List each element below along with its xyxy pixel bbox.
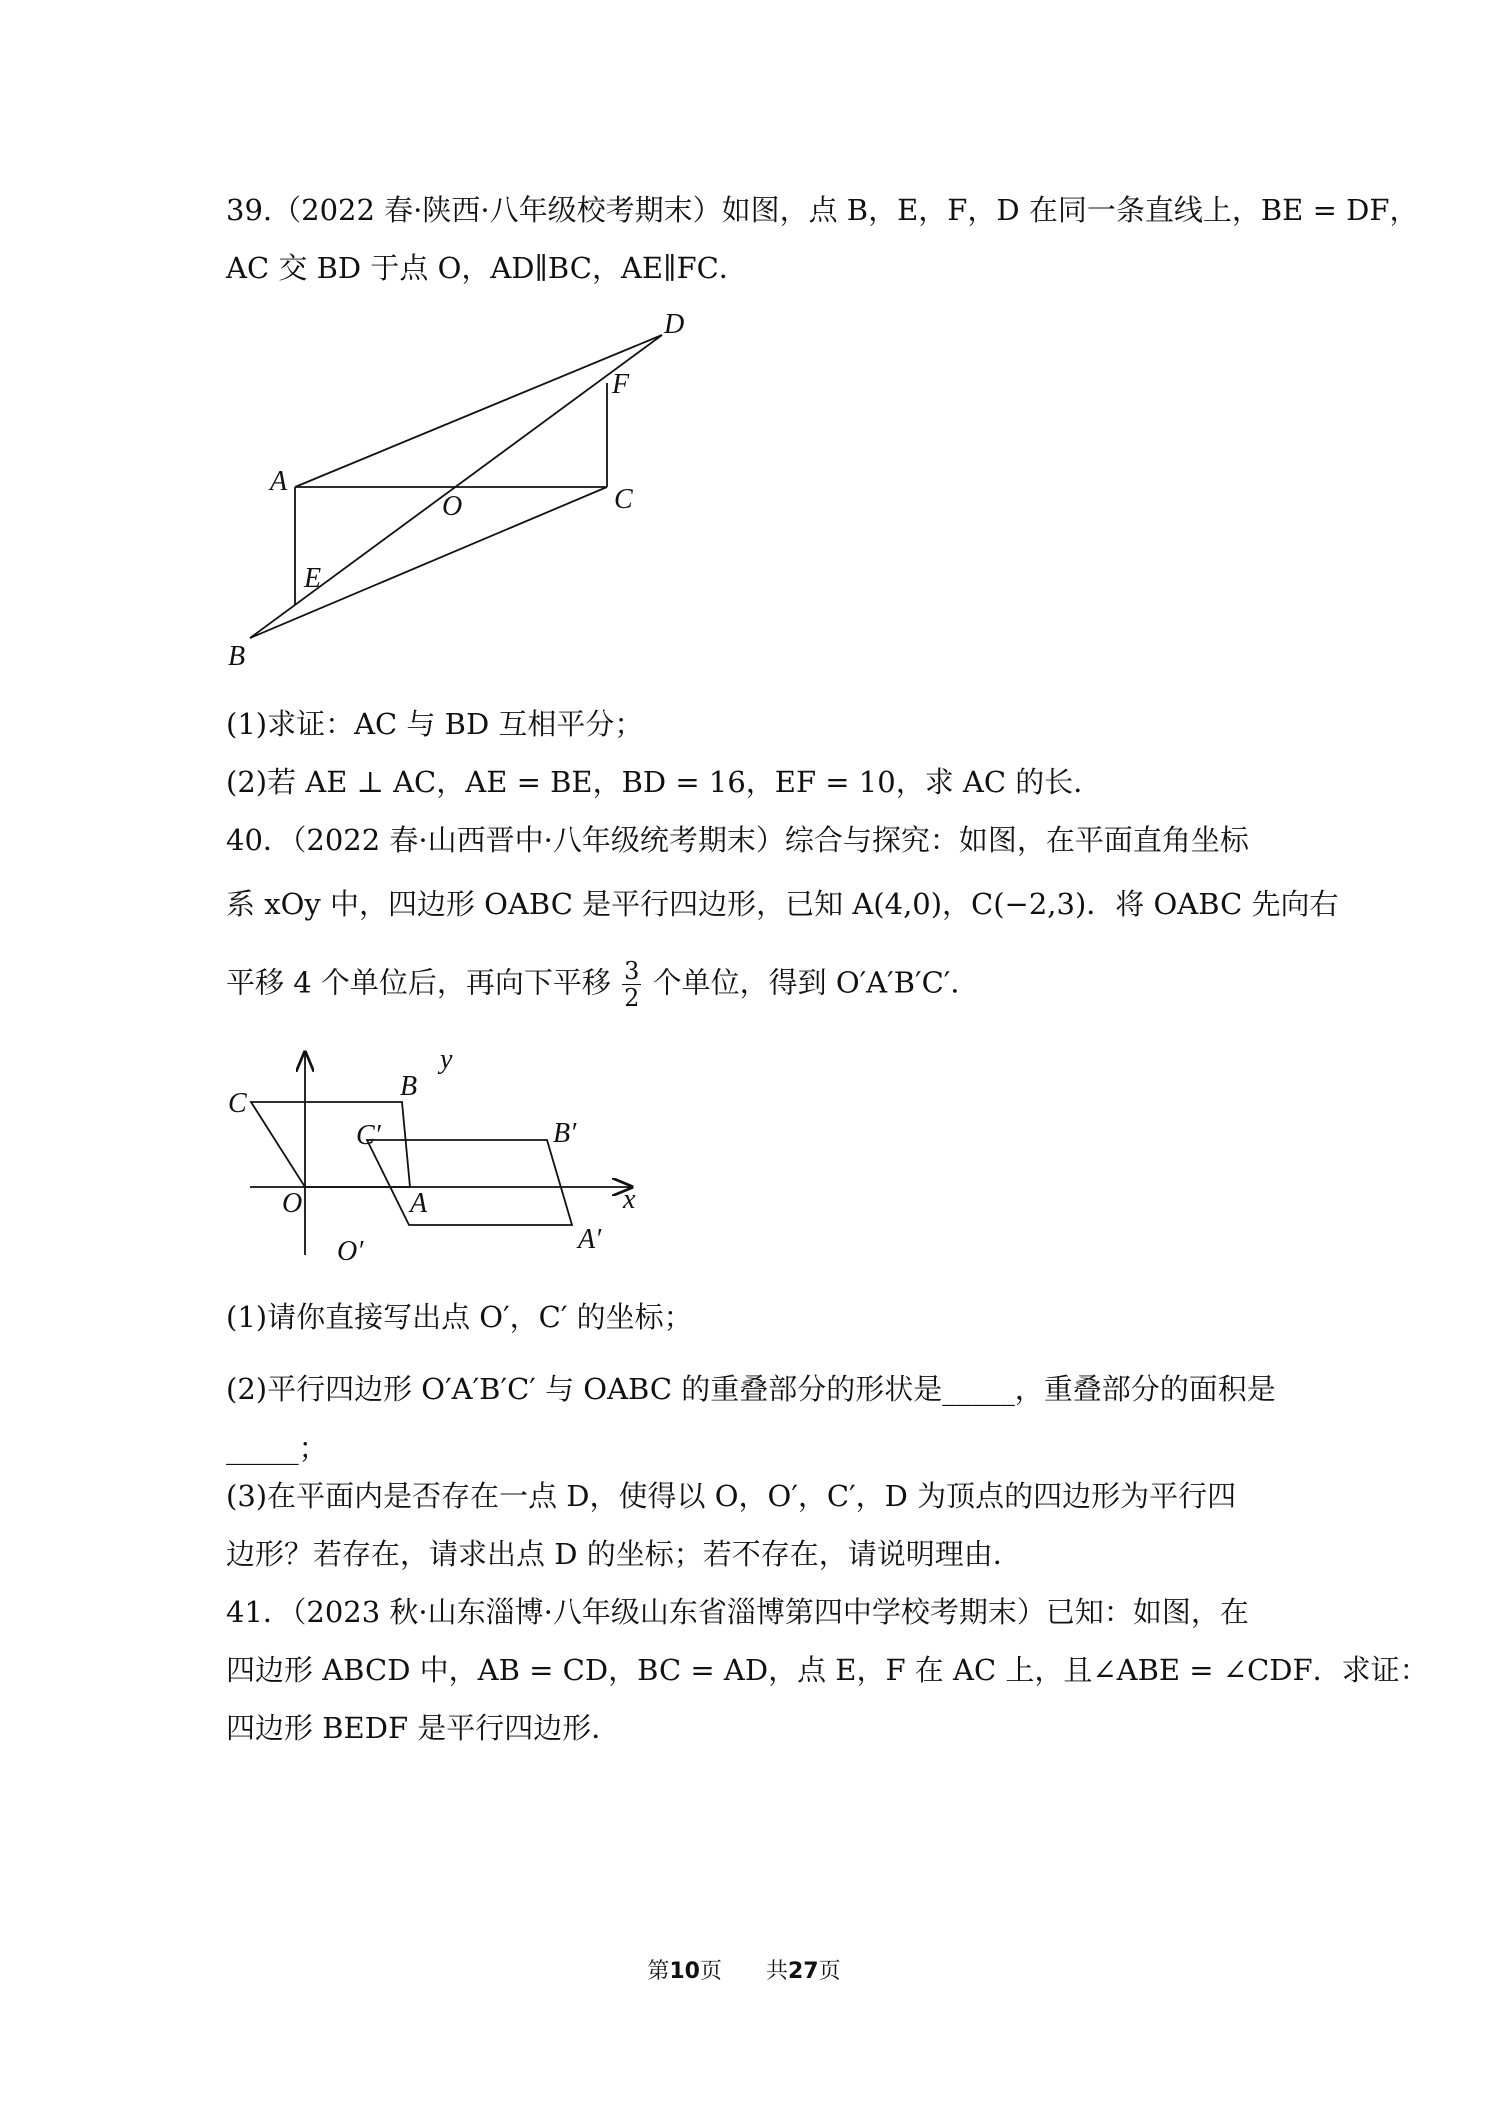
q40-figure — [220, 1040, 650, 1270]
q41-line2: 四边形 ABCD 中，AB = CD，BC = AD，点 E，F 在 AC 上，且∠ABE = ∠CDF．求证： — [226, 1653, 1429, 1687]
q41-line1: 41．（2023 秋·山东淄博·八年级山东省淄博第四中学校考期末）已知：如图，在 — [226, 1595, 1249, 1629]
footer-mid: 页 共 — [699, 1959, 788, 1984]
q40-line2: 系 xOy 中，四边形 OABC 是平行四边形，已知 A(4,0)，C(−2,3)．将 OABC 先向右 — [226, 887, 1339, 921]
footer-page-number: 10 — [669, 1959, 700, 1984]
label-C-prime: C′ — [356, 1120, 381, 1151]
label-C: C — [228, 1088, 247, 1119]
q40-line1: 40．（2022 春·山西晋中·八年级统考期末）综合与探究：如图，在平面直角坐标 — [226, 823, 1249, 857]
label-O: O — [442, 491, 463, 522]
q40-line3-start: 平移 4 个单位后，再向下平移 — [226, 965, 611, 1000]
label-y: y — [440, 1044, 453, 1075]
label-F: F — [612, 369, 630, 400]
q39-figure — [220, 305, 700, 675]
q40-part1: (1)请你直接写出点 O′，C′ 的坐标； — [226, 1300, 693, 1334]
fraction-3-2 — [622, 958, 641, 1011]
label-x: x — [623, 1184, 636, 1215]
label-A: A — [270, 466, 288, 497]
label-C: C — [614, 484, 633, 515]
q40-part2b: _____； — [226, 1431, 328, 1465]
footer-prefix: 第 — [647, 1959, 670, 1984]
q39-line1: 39.（2022 春·陕西·八年级校考期末）如图，点 B，E，F，D 在同一条直线上，BE = DF， — [226, 193, 1419, 227]
label-B: B — [228, 641, 246, 672]
label-A-prime: A′ — [578, 1224, 602, 1255]
label-O: O — [282, 1188, 303, 1219]
label-A: A — [410, 1188, 428, 1219]
fraction-numerator: 3 — [624, 957, 640, 985]
label-B-prime: B′ — [553, 1118, 577, 1149]
q40-part2: (2)平行四边形 O′A′B′C′ 与 OABC 的重叠部分的形状是_____，重叠部分的面积是 — [226, 1372, 1276, 1406]
page-footer — [0, 1954, 1488, 1985]
label-E: E — [304, 563, 322, 594]
q39-part2: (2)若 AE ⊥ AC，AE = BE，BD = 16，EF = 10，求 AC 的长． — [226, 765, 1103, 799]
parallelogram-O2A2B2C2 — [367, 1140, 572, 1225]
label-O-prime: O′ — [337, 1236, 364, 1267]
fraction-denominator: 2 — [624, 984, 640, 1012]
q39-part1: (1)求证：AC 与 BD 互相平分； — [226, 707, 644, 741]
q40-part3a: (3)在平面内是否存在一点 D，使得以 O，O′，C′，D 为顶点的四边形为平行四 — [226, 1479, 1237, 1513]
footer-total-pages: 27 — [788, 1959, 819, 1984]
label-D: D — [664, 309, 685, 340]
footer-suffix: 页 — [818, 1959, 841, 1984]
parallelogram-OABC — [251, 1102, 410, 1187]
q40-line3-end: 个单位，得到 O′A′B′C′． — [652, 965, 980, 1000]
q39-line2: AC 交 BD 于点 O，AD∥BC，AE∥FC． — [226, 251, 748, 285]
q41-line3: 四边形 BEDF 是平行四边形． — [226, 1711, 621, 1745]
q40-part3b: 边形？若存在，请求出点 D 的坐标；若不存在，请说明理由． — [226, 1537, 1022, 1571]
q40-line3 — [226, 958, 979, 1011]
label-B: B — [400, 1071, 418, 1102]
